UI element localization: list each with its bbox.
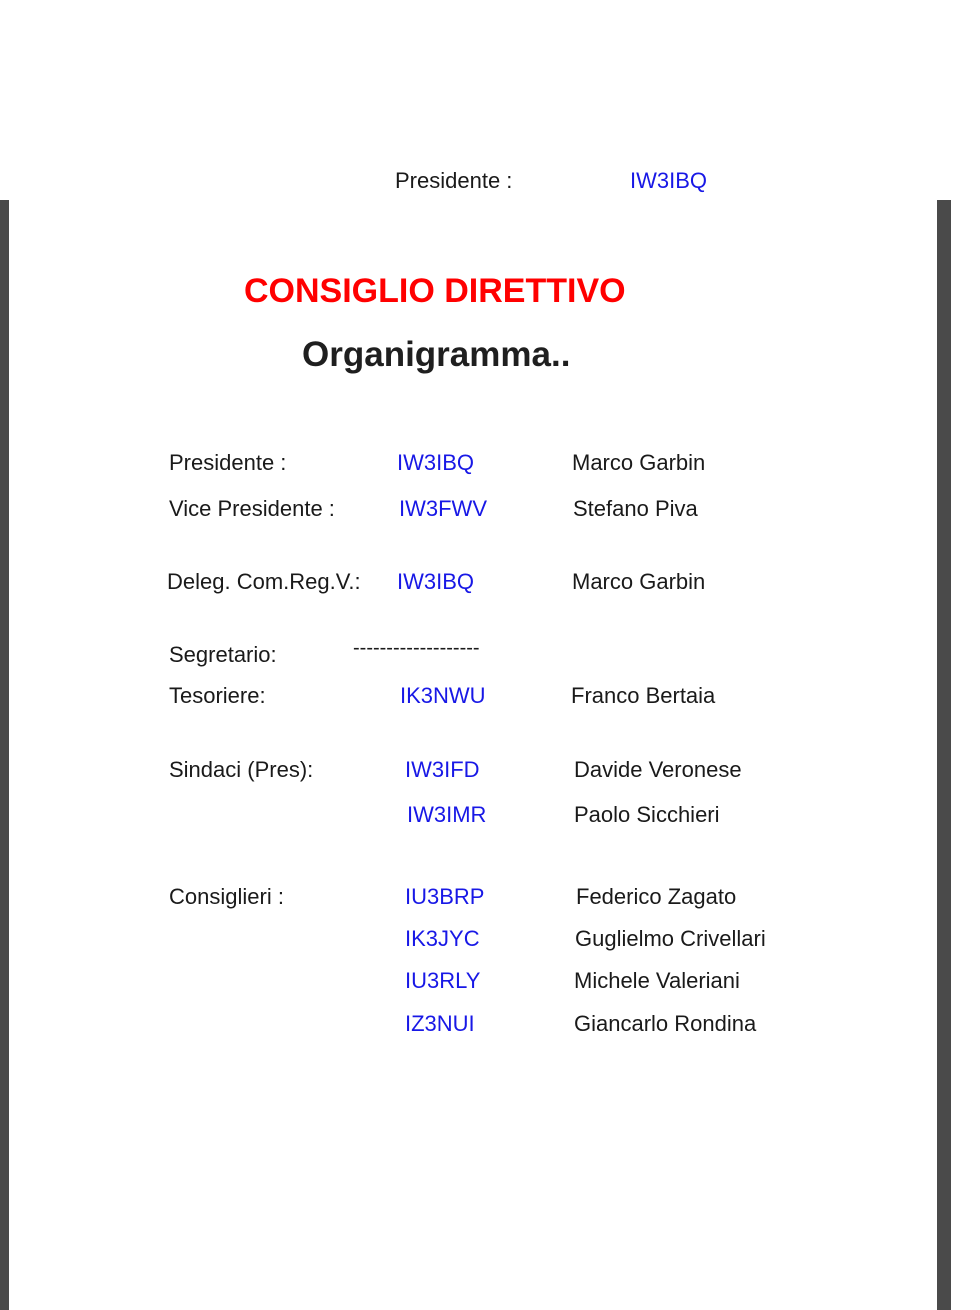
callsign: IW3IMR (407, 802, 487, 827)
person-name: Michele Valeriani (574, 968, 740, 993)
right-border-bar (937, 200, 951, 1310)
header-label: Presidente : (395, 168, 513, 193)
person-name: Federico Zagato (576, 884, 737, 909)
person-name: Guglielmo Crivellari (575, 926, 766, 951)
page-subtitle: Organigramma.. (302, 335, 571, 374)
callsign: IW3IFD (405, 757, 480, 782)
person-name: Marco Garbin (572, 569, 706, 594)
callsign: IW3IBQ (397, 450, 475, 475)
person-name: Stefano Piva (573, 496, 698, 521)
callsign: IW3IBQ (397, 569, 475, 594)
role-label: Consiglieri : (169, 884, 284, 909)
role-label: Sindaci (Pres): (169, 757, 314, 782)
callsign: IU3RLY (405, 968, 481, 993)
role-label: Presidente : (169, 450, 287, 475)
left-border-bar (0, 200, 9, 1310)
person-name: Franco Bertaia (571, 683, 716, 708)
callsign: IK3NWU (400, 683, 486, 708)
callsign: IZ3NUI (405, 1011, 475, 1036)
role-label: Tesoriere: (169, 683, 266, 708)
header-callsign: IW3IBQ (630, 168, 708, 193)
callsign: IK3JYC (405, 926, 480, 951)
page-title: CONSIGLIO DIRETTIVO (244, 272, 626, 310)
role-label: Segretario: (169, 642, 277, 667)
person-name: Marco Garbin (572, 450, 706, 475)
person-name: Davide Veronese (574, 757, 742, 782)
role-label: Vice Presidente : (169, 496, 335, 521)
role-label: Deleg. Com.Reg.V.: (167, 569, 361, 594)
person-name: Paolo Sicchieri (574, 802, 720, 827)
callsign: IU3BRP (405, 884, 485, 909)
person-name: Giancarlo Rondina (574, 1011, 757, 1036)
vacant-placeholder: ------------------- (353, 637, 480, 659)
callsign: IW3FWV (399, 496, 487, 521)
